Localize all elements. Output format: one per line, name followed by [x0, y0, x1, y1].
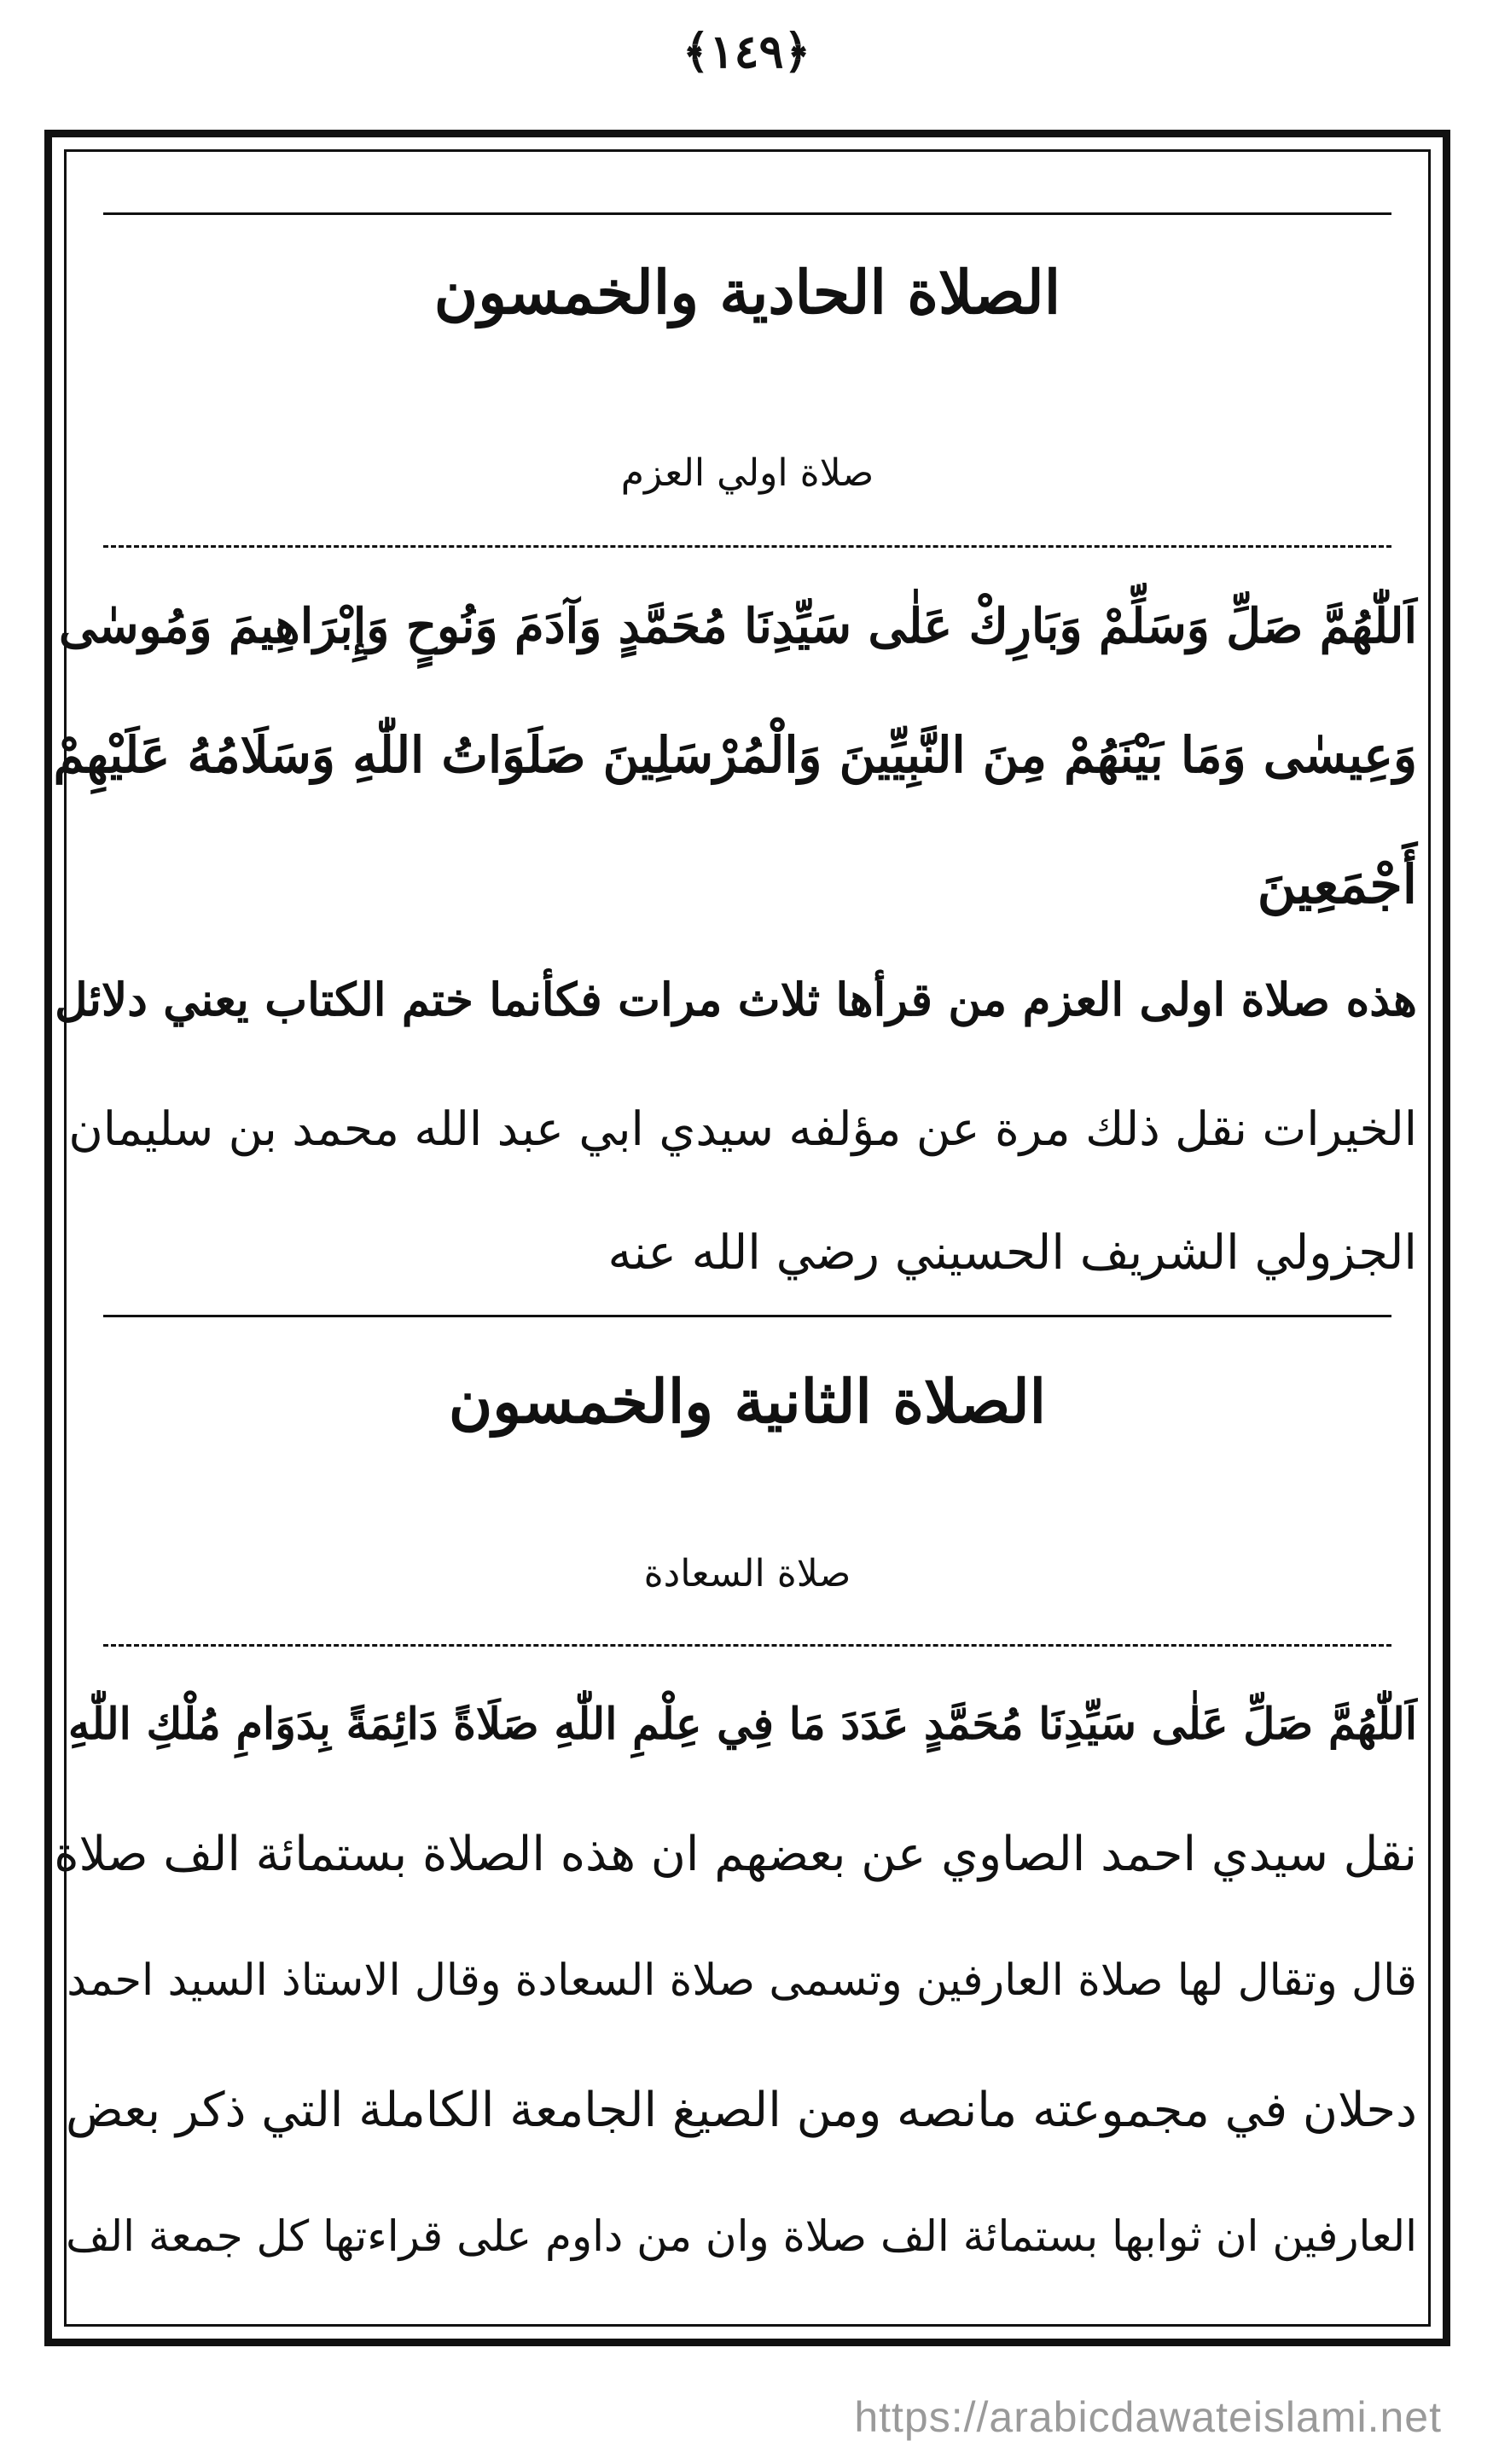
section1-prayer-line: أَجْمَعِينَ: [1257, 853, 1417, 915]
top-rule: [103, 212, 1391, 215]
page-number: ﴿١٤٩﴾: [682, 24, 811, 78]
section2-subtitle: صلاة السعادة: [643, 1552, 851, 1595]
section1-note-line: الخيرات نقل ذلك مرة عن مؤلفه سيدي ابي عبد الله محمد بن سليمان: [68, 1101, 1417, 1156]
section2-note-line: العارفين ان ثوابها بستمائة الف صلاة وان من داوم على قراءتها كل جمعة الف: [66, 2211, 1417, 2261]
section2-note-line: قال وتقال لها صلاة العارفين وتسمى صلاة السعادة وقال الاستاذ السيد احمد: [67, 1956, 1417, 2006]
section1-title: الصلاة الحادية والخمسون: [433, 257, 1061, 328]
section2-note-line: نقل سيدي احمد الصاوي عن بعضهم ان هذه الصلاة بستمائة الف صلاة: [54, 1827, 1417, 1882]
section-separator-rule: [103, 1315, 1391, 1317]
section1-note-line: هذه صلاة اولى العزم من قرأها ثلاث مرات فكأنما ختم الكتاب يعني دلائل: [55, 973, 1417, 1026]
source-watermark: https://arabicdawateislami.net: [854, 2393, 1442, 2441]
section2-title: الصلاة الثانية والخمسون: [448, 1366, 1047, 1437]
page-frame: [44, 130, 1450, 2346]
section1-divider: [103, 545, 1391, 548]
section1-note-line: الجزولي الشريف الحسيني رضي الله عنه: [607, 1225, 1417, 1281]
section2-prayer-line: اَللّٰهُمَّ صَلِّ عَلٰى سَيِّدِنَا مُحَمَّدٍ عَدَدَ مَا فِي عِلْمِ اللّٰهِ صَلَاةً دَائِمَةً بِدَوَامِ مُلْكِ اللّٰهِ: [67, 1699, 1417, 1750]
section2-note-line: دحلان في مجموعته مانصه ومن الصيغ الجامعة الكاملة التي ذكر بعض: [65, 2083, 1417, 2138]
section1-subtitle: صلاة اولي العزم: [620, 451, 874, 495]
section1-prayer-line: اَللّٰهُمَّ صَلِّ وَسَلِّمْ وَبَارِكْ عَلٰى سَيِّدِنَا مُحَمَّدٍ وَآدَمَ وَنُوحٍ وَإِبْرَاهِيمَ وَمُوسٰى: [58, 598, 1417, 654]
section1-prayer-line: وَعِيسٰى وَمَا بَيْنَهُمْ مِنَ النَّبِيِّينَ وَالْمُرْسَلِينَ صَلَوَاتُ اللّٰهِ وَسَلَامُهُ عَلَيْهِمْ: [53, 726, 1417, 784]
section2-divider: [103, 1644, 1391, 1647]
